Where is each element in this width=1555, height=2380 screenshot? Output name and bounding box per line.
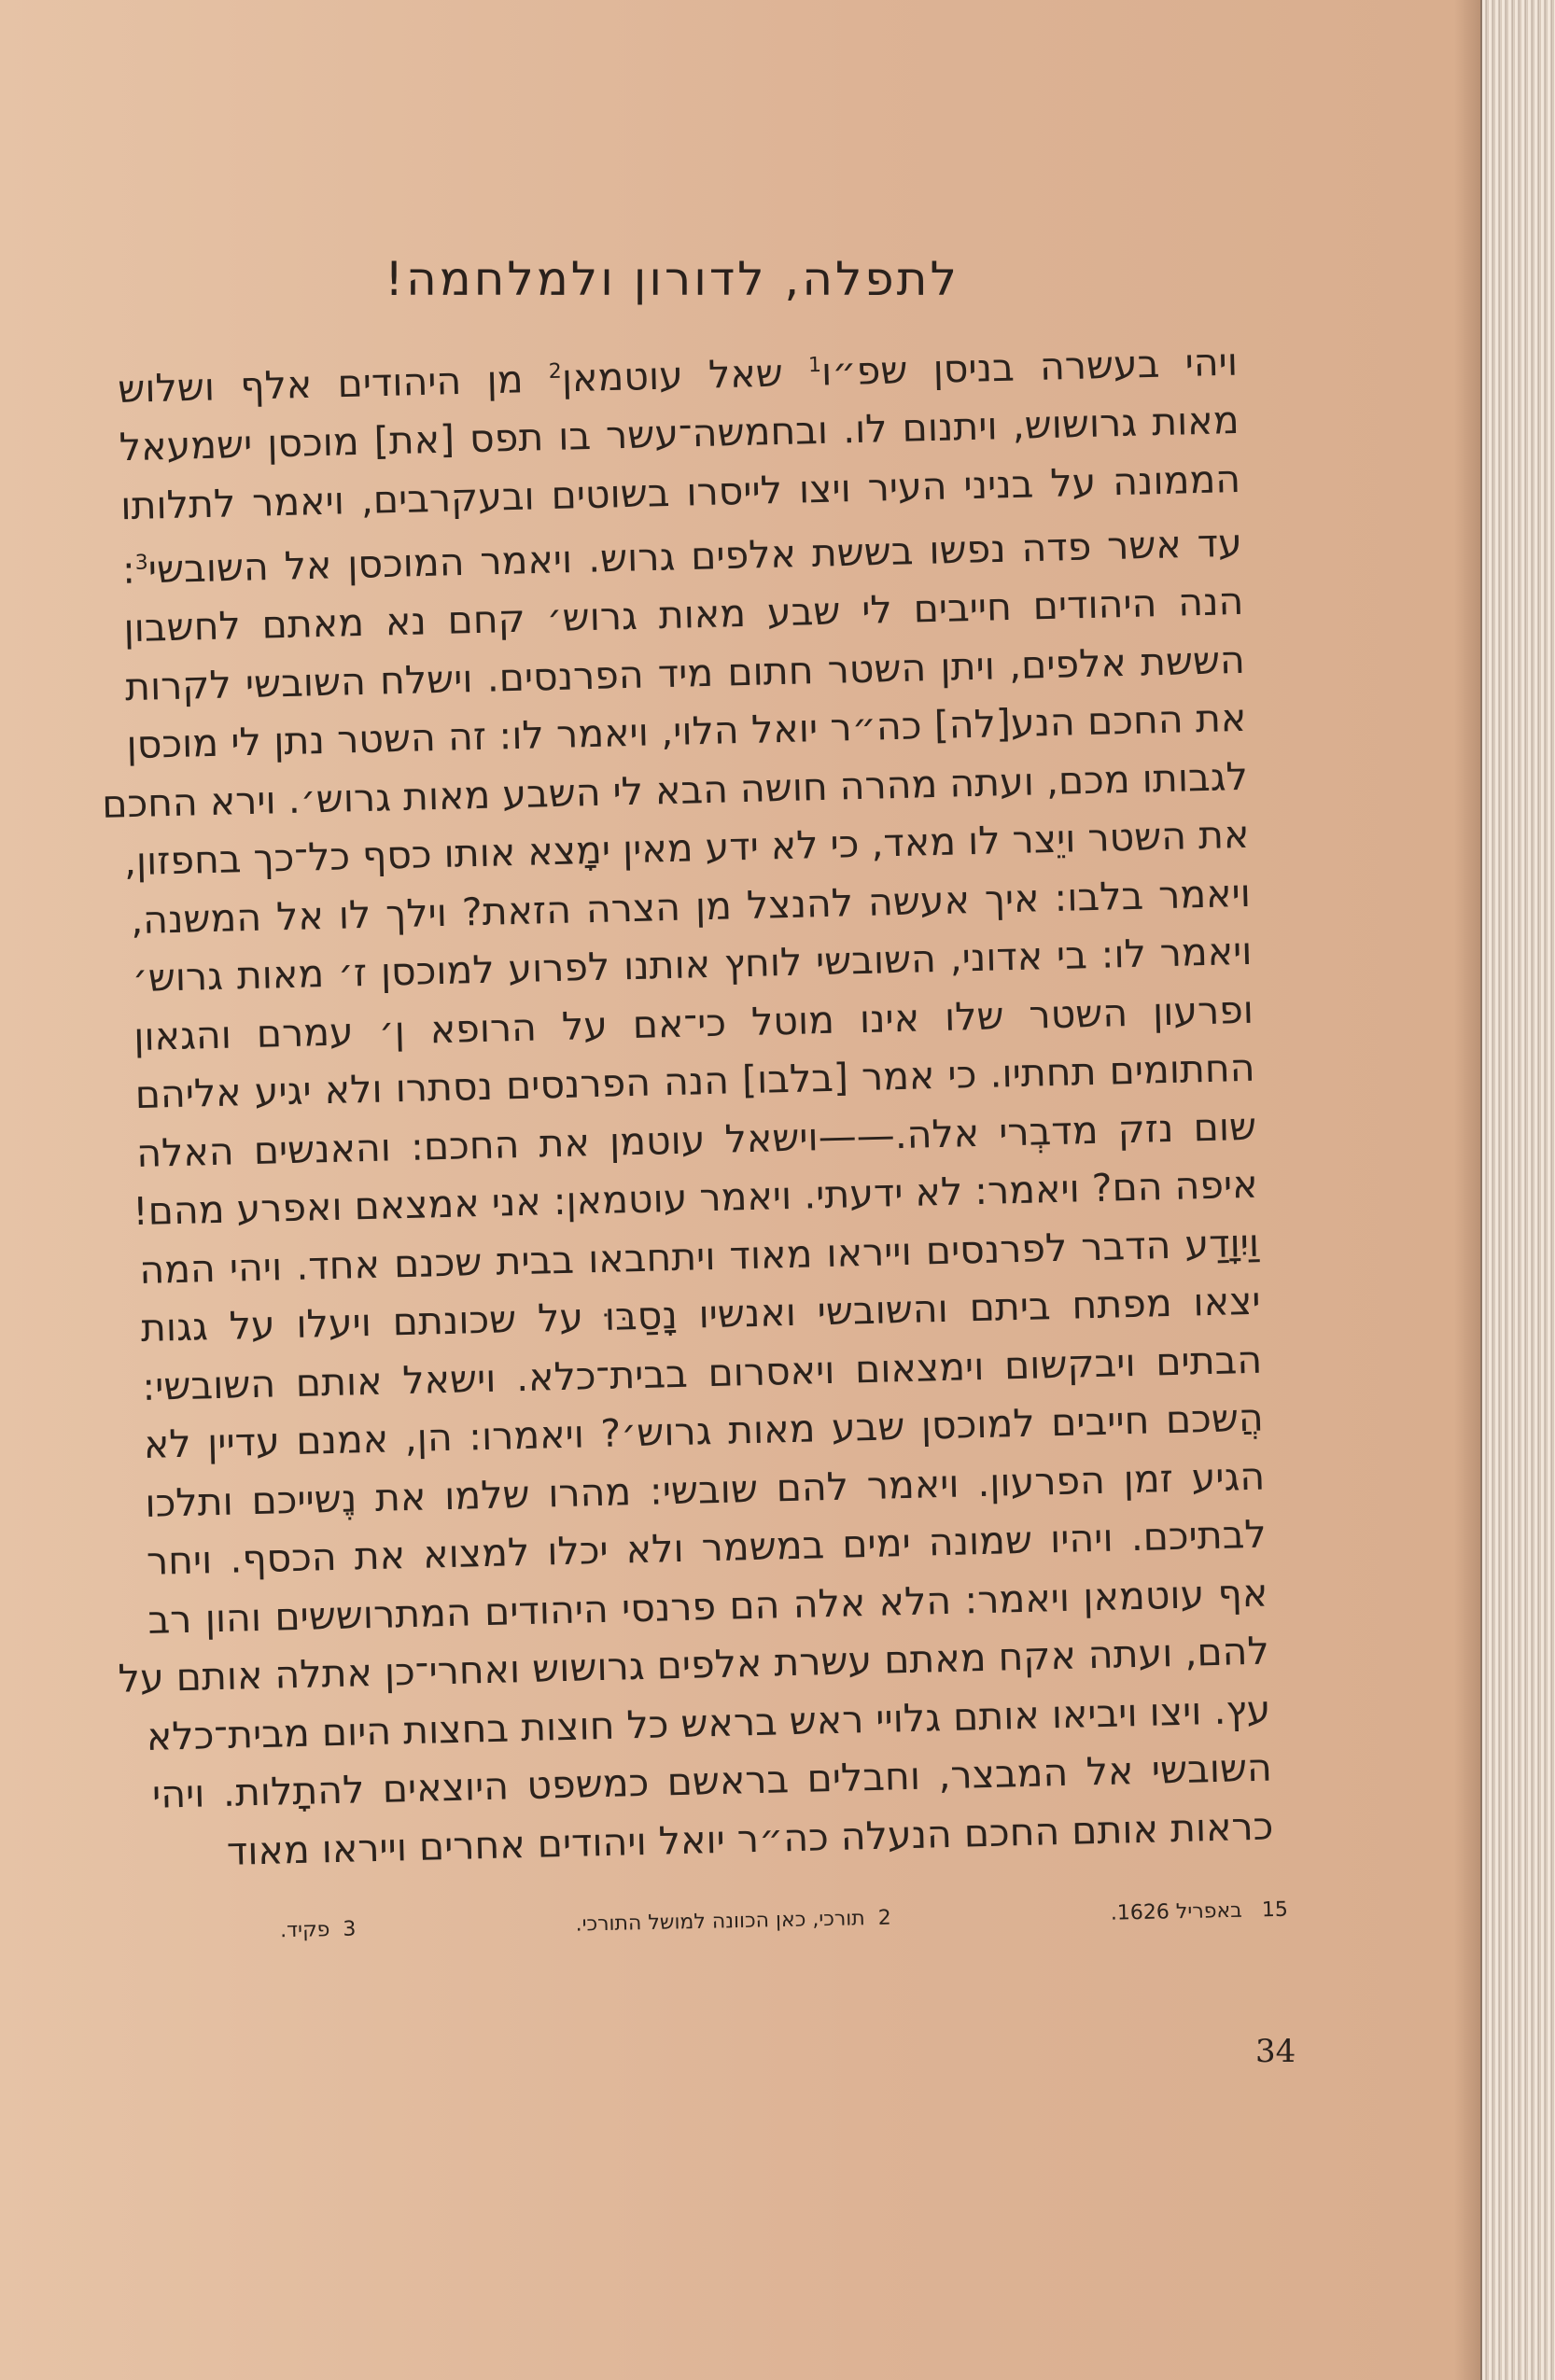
text-line: שום נזק מדבְרי אלה.——וישאל עוטמן את החכם: והאנשים האלה [135, 1103, 1257, 1176]
footnote-ref: 1 [807, 353, 822, 378]
text-line: הֲשכם חייבים למוכסן שבע מאות גרוש׳? ויאמרו: הן, אמנם עדיין לא [143, 1394, 1265, 1468]
footnote: 3פקיד. [279, 1917, 357, 1943]
text-line: הבתים ויבקשום וימצאום ויאסרום בבית־כלא. וישאל אותם השובשי: [141, 1337, 1263, 1409]
text-line: וַיִוָדַע הדבר לפרנסים וייראו מאוד ויתחבאו בבית שכנם אחד. ויהי המה [138, 1220, 1260, 1293]
text-line: לגבותו מכם, ועתה מהרה חושה הבא לי השבע מאות גרוש׳. וירא החכם [101, 753, 1249, 827]
footnotes [280, 1898, 1288, 1943]
text-line: ויהי בעשרה בניסן שפ״ו$^1$ שאל עוטמאן$^2$ מן היהודים אלף ושלוש [117, 339, 1239, 412]
footnote: 2תורכי, כאן הכוונה למושל התורכי. [575, 1906, 892, 1937]
page-number: 34 [1255, 2033, 1296, 2070]
text-line: כראות אותם החכם הנעלה כה״ר יואל ויהודים אחרים וייראו מאוד [226, 1803, 1274, 1874]
text-line: הגיע זמן הפרעון. ויאמר להם שובשי: מהרו שלמו את נֶשייכם ותלכו [144, 1453, 1266, 1526]
footnote: 15 באפריל 1626. [1110, 1897, 1289, 1925]
text-line: לבתיכם. ויהיו שמונה ימים במשמר ולא יכלו למצוא את הכסף. ויחר [146, 1511, 1268, 1585]
text-line: עץ. ויצו ויביאו אותם גלויי ראש בראש כל חוצות בחצות היום מבית־כלא [146, 1687, 1271, 1759]
page-edges [1480, 0, 1555, 2380]
body-text [101, 327, 1274, 1883]
footnote-ref: 2 [548, 359, 563, 385]
text-line: מאות גרושוש, ויתנום לו. ובחמשה־עשר בו תפס [את] מוכסן ישמעאל [119, 398, 1240, 470]
text-line: הממונה על בניני העיר ויצו לייסרו בשוטים ובעקרבים, ויאמר לתלותו [119, 455, 1241, 528]
text-line: ויאמר בלבו: איך אעשה להנצל מן הצרה הזאת? וילך לו אל המשנה, [130, 870, 1252, 943]
text-line: הששת אלפים, ויתן השטר חתום מיד הפרנסים. וישלח השובשי לקרות [124, 637, 1246, 710]
text-line: הנה היהודים חייבים לי שבע מאות גרוש׳ קחם נא מאתם לחשבון [122, 579, 1244, 651]
text-line: יצאו מפתח ביתם והשובשי ואנשיו נָסַבּוּ על שכונתם ויעלו על גגות [140, 1279, 1262, 1351]
text-line: להם, ועתה אקח מאתם עשרת אלפים גרושוש ואחרי־כן אתלה אותם על [118, 1628, 1270, 1702]
gutter-shadow [1454, 0, 1482, 2380]
footnote-ref: 3 [134, 551, 148, 576]
text-line: השובשי אל המבצר, וחבלים בראשם כמשפט היוצאים להתָלות. ויהי [151, 1744, 1273, 1818]
text-line: את החכם הנע[לה] כה״ר יואל הלוי, ויאמר לו: זה השטר נתן לי מוכסן [126, 695, 1247, 768]
text-line: אף עוטמאן ויאמר: הלא אלה הם פרנסי היהודים המתרוששים והון רב [147, 1570, 1268, 1643]
text-line: איפה הם? ויאמר: לא ידעתי. ויאמר עוטמאן: אני אמצאם ואפרע מהם! [132, 1162, 1259, 1235]
text-line: ופרעון השטר שלו אינו מוטל כי־אם על הרופא ן׳ עמרם והגאון [133, 987, 1254, 1059]
text-line: עד אשר פדה נפשו בששת אלפים גרוש. ויאמר המוכסן אל השובשי$^3$: [121, 520, 1243, 594]
text-line: את השטר ויֵצר לו מאד, כי לא ידע מאין ימָצא אותו כסף כל־כך בחפזון, [123, 812, 1250, 885]
chapter-title: לתפלה, לדורון ולמלחמה! [385, 252, 960, 306]
text-line: ויאמר לו: בי אדוני, השובשי לוחץ אותנו לפרוע למוכסן ז׳ מאות גרוש׳ [132, 929, 1253, 1001]
text-line: החתומים תחתיו. כי אמר [בלבו] הנה הפרנסים נסתרו ולא יגיע אליהם [134, 1045, 1255, 1118]
